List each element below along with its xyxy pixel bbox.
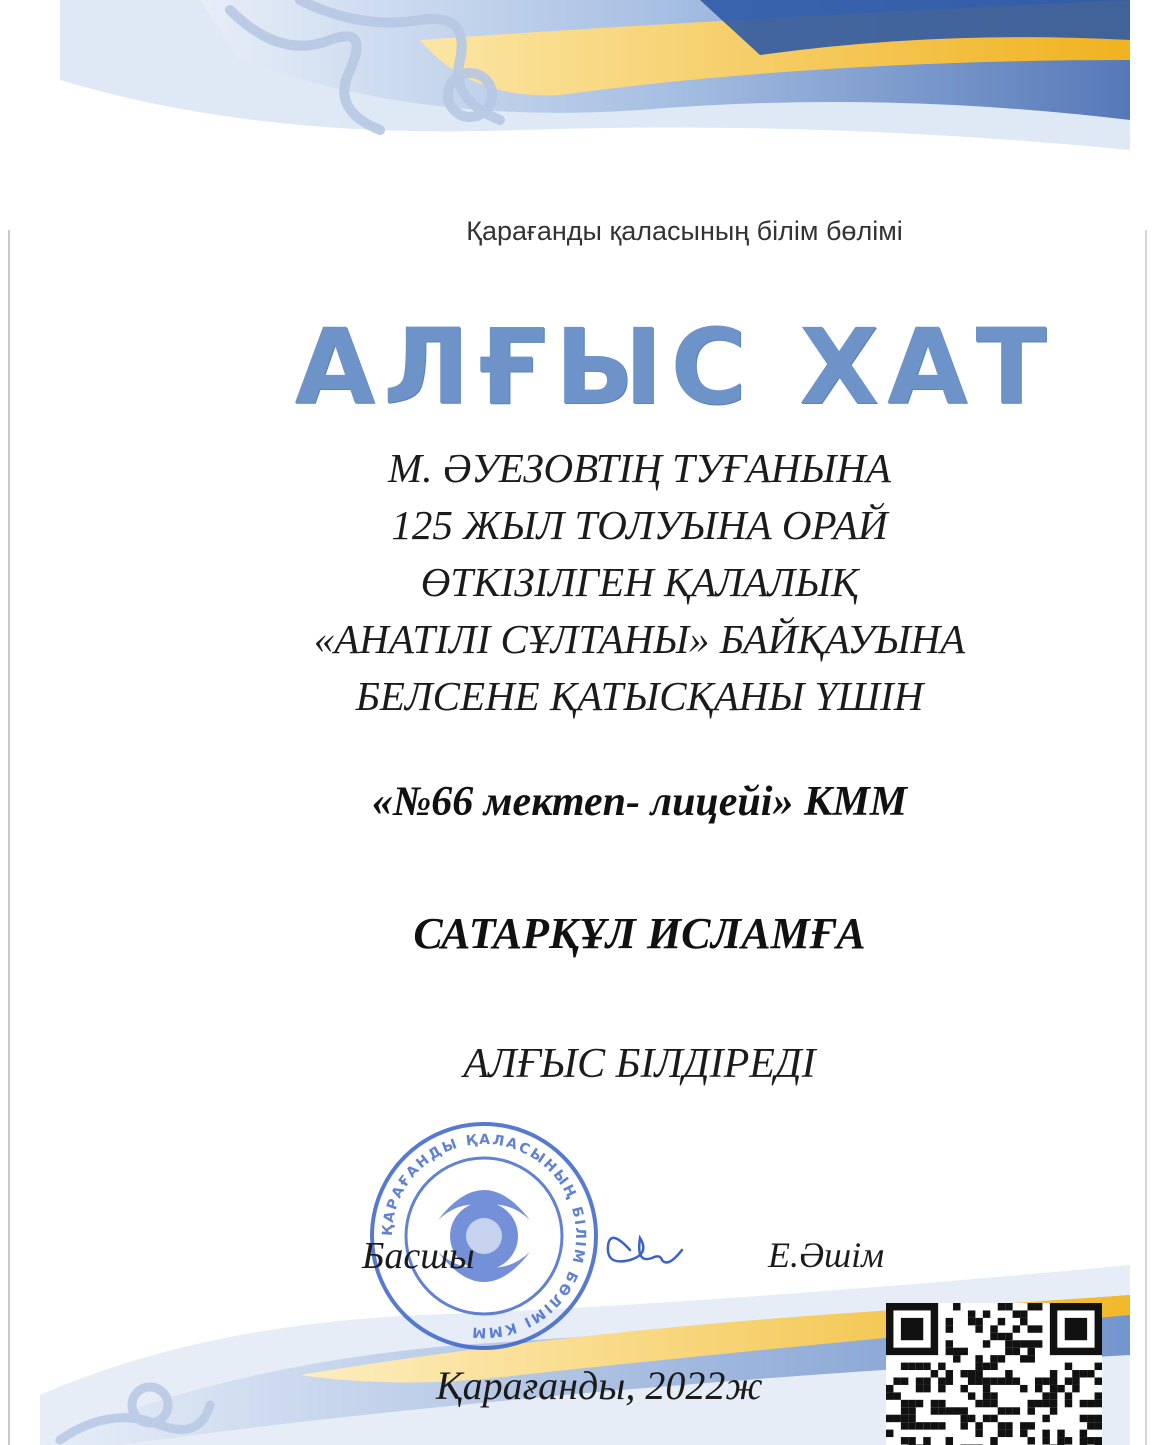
seal-text: ҚАРАҒАНДЫ ҚАЛАСЫНЫҢ БІЛІМ БӨЛІМІ КММ	[379, 1131, 589, 1341]
qr-code-icon	[886, 1303, 1102, 1445]
body-line: ӨТКІЗІЛГЕН ҚАЛАЛЫҚ	[420, 559, 859, 605]
certificate-title: АЛҒЫС ХАТ	[294, 306, 1055, 428]
gratitude-line: АЛҒЫС БІЛДІРЕДІ	[463, 1041, 816, 1087]
top-ornament-decoration	[0, 0, 1169, 230]
signer-name: Е.Әшім	[768, 1235, 885, 1275]
city-and-year: Қарағанды, 2022ж	[436, 1363, 763, 1408]
body-line: М. ӘУЕЗОВТІҢ ТУҒАНЫНА	[388, 445, 891, 491]
organization-name: «№66 мектеп- лицейі» КММ	[371, 779, 908, 825]
body-line: 125 ЖЫЛ ТОЛУЫНА ОРАЙ	[391, 502, 888, 548]
recipient-name: САТАРҚҰЛ ИСЛАМҒА	[413, 909, 866, 958]
signer-role: Басшы	[362, 1235, 475, 1277]
body-line: БЕЛСЕНЕ ҚАТЫСҚАНЫ ҮШІН	[355, 673, 924, 719]
issuer-heading: Қарағанды қаласының білім бөлімі	[466, 216, 903, 246]
certificate-body	[0, 440, 1169, 725]
body-line: «АНАТІЛІ СҰЛТАНЫ» БАЙҚАУЫНА	[313, 616, 966, 662]
signature-icon	[600, 1220, 690, 1280]
